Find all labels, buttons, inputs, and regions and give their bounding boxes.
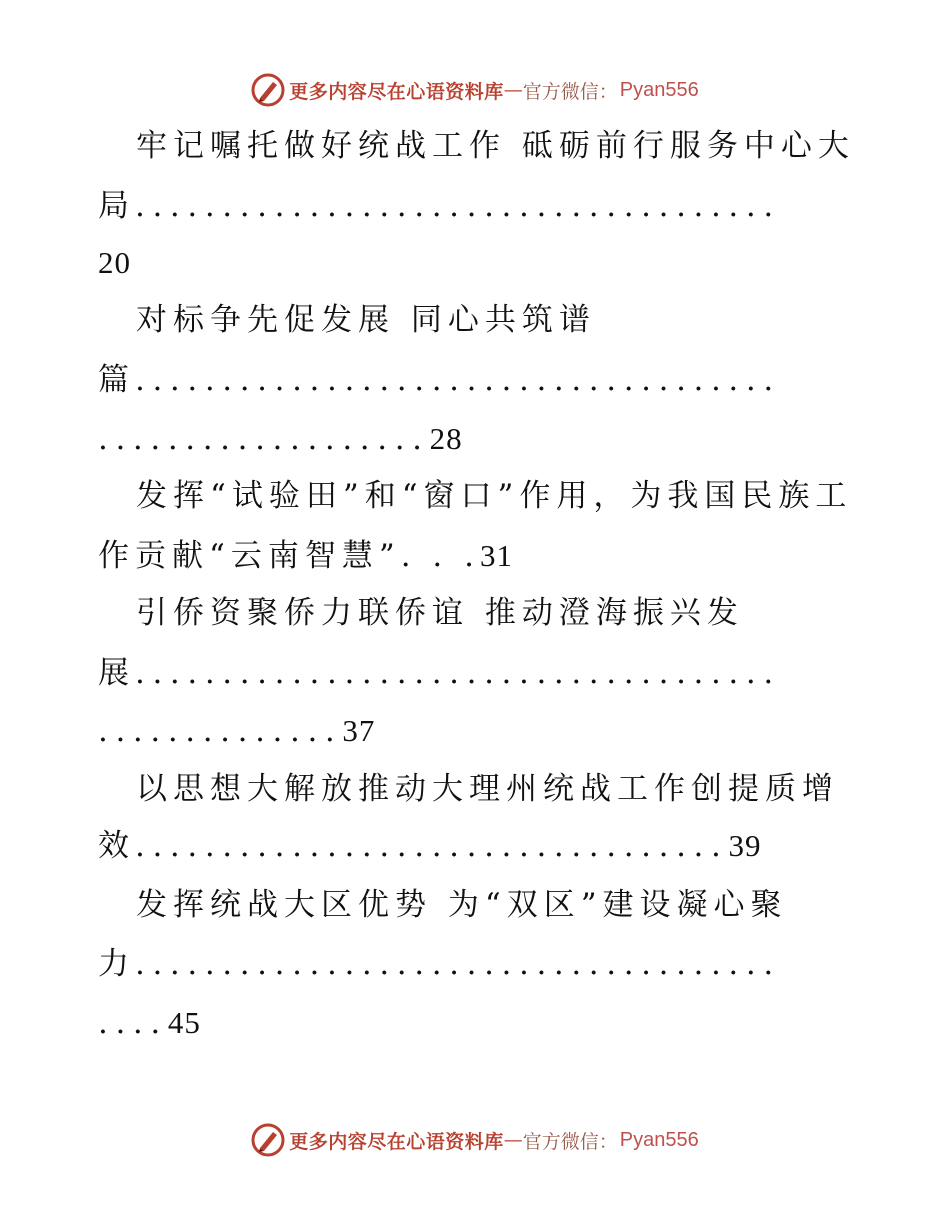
toc-entry-4-title-end: 展 <box>98 655 135 691</box>
toc-entry-4-leader: ..................................... <box>135 655 781 691</box>
toc-entry-4-leader-cont: .............. <box>98 713 343 749</box>
toc-entry-5-line-2 <box>98 823 761 869</box>
toc-entry-5-line-1: 以思想大解放推动大理州统战工作创提质增 <box>136 771 839 807</box>
toc-entry-1-leader: ..................................... <box>135 188 781 224</box>
toc-entry-1-line-1: 牢记嘱托做好统战工作 砥砺前行服务中心大 <box>136 128 855 164</box>
pen-logo-icon <box>251 1123 285 1157</box>
footer-dash: — <box>503 1129 523 1151</box>
toc-entry-6-line-2 <box>98 941 781 987</box>
toc-entry-3-line-2 <box>98 533 513 579</box>
header-wechat-label: 官方微信： <box>522 80 618 103</box>
toc-entry-4-line-2 <box>98 650 781 696</box>
toc-entry-4-page: 37 <box>342 713 376 748</box>
toc-entry-3-title-end: 作贡献“云南智慧”. . . <box>98 538 480 574</box>
toc-entry-2-line-2 <box>98 357 781 403</box>
toc-entry-2-title-end: 篇 <box>98 362 135 398</box>
toc-entry-6-line-1: 发挥统战大区优势 为“双区”建设凝心聚 <box>136 887 788 923</box>
header-wechat-id: Pyan556 <box>619 78 699 101</box>
toc-entry-5-title-end: 效 <box>98 828 135 864</box>
toc-entry-6-page: 45 <box>167 1005 201 1040</box>
toc-entry-1-line-2 <box>98 183 781 229</box>
header-dash: — <box>503 79 523 101</box>
footer-slogan: 更多内容尽在心语资料库 <box>289 1130 504 1153</box>
toc-entry-2-line-1: 对标争先促发展 同心共筑谱 <box>136 302 596 338</box>
header-banner <box>0 72 950 108</box>
footer-wechat-id: Pyan556 <box>619 1128 699 1151</box>
toc-entry-5-leader: .................................. <box>135 828 729 864</box>
toc-entry-2-page: 28 <box>429 421 463 456</box>
footer-banner <box>0 1122 950 1158</box>
toc-entry-1-page: 20 <box>98 245 131 280</box>
toc-entry-4-line-1: 引侨资聚侨力联侨谊 推动澄海振兴发 <box>136 595 744 631</box>
pen-logo-icon <box>251 73 285 107</box>
toc-entry-4-line-3 <box>98 708 375 754</box>
header-slogan: 更多内容尽在心语资料库 <box>289 80 504 103</box>
toc-entry-6-leader-cont: .... <box>98 1005 168 1041</box>
toc-entry-2-line-3 <box>98 416 463 462</box>
toc-entry-5-page: 39 <box>728 828 762 863</box>
footer-wechat-label: 官方微信： <box>522 1130 618 1153</box>
toc-entry-2-leader: ..................................... <box>135 362 781 398</box>
toc-entry-3-page: 31 <box>479 538 513 573</box>
toc-entry-2-leader-cont: ................... <box>98 421 430 457</box>
toc-entry-6-line-3 <box>98 1000 201 1046</box>
toc-entry-3-line-1: 发挥“试验田”和“窗口”作用，为我国民族工 <box>136 478 853 514</box>
toc-entry-6-title-end: 力 <box>98 946 135 982</box>
toc-entry-6-leader: ..................................... <box>135 946 781 982</box>
toc-entry-1-title-end: 局 <box>98 188 135 224</box>
